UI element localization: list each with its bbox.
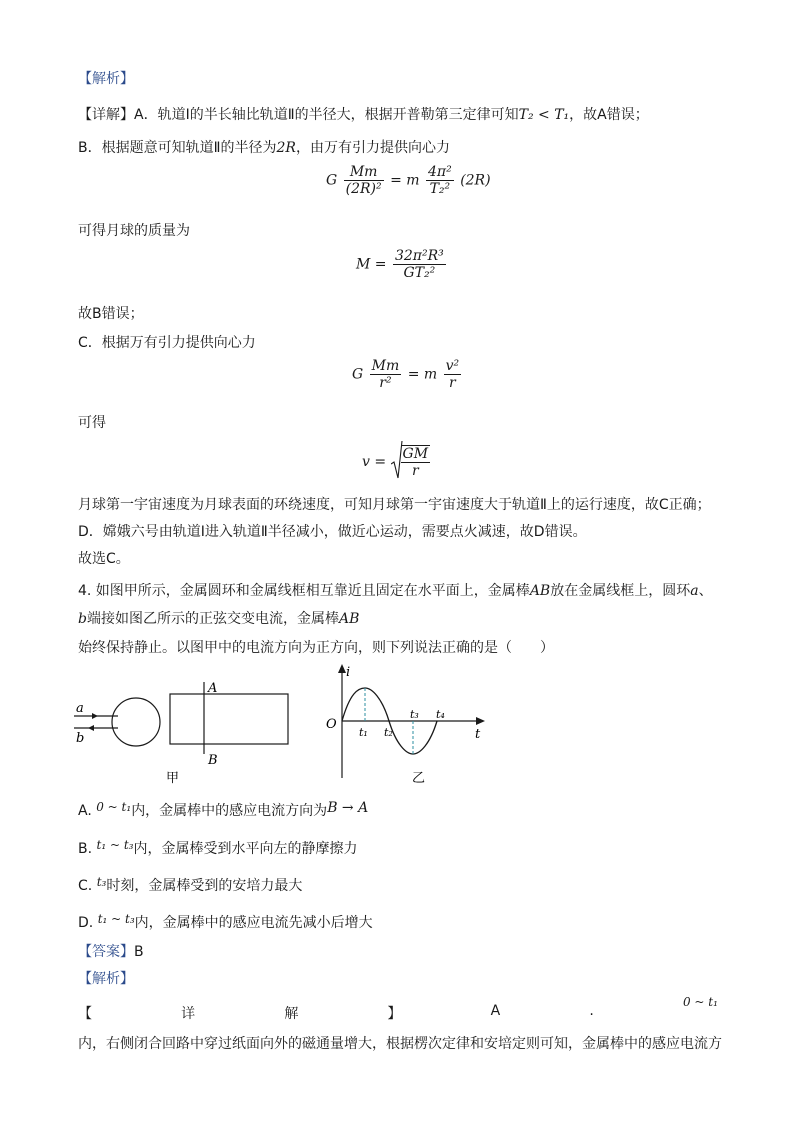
eq4-numerator: GM — [402, 446, 429, 462]
figure-jia-label-b: b — [76, 731, 85, 746]
detail-2-spread — [78, 995, 718, 1023]
figure-yi-t-arrow-icon — [476, 717, 485, 725]
eq1-mid: = m — [390, 172, 420, 189]
q4-line2-text: 端接如图乙所示的正弦交变电流，金属棒 — [86, 611, 339, 627]
detail-a-math: T₂ < T₁ — [518, 107, 570, 123]
eq4-fraction — [401, 445, 431, 479]
eq4-lead: v = — [362, 454, 387, 470]
eq4-denominator: r — [411, 463, 419, 479]
detail-2-bracket-close: 】 — [387, 1006, 402, 1022]
detail-2-char-1: 详 — [181, 1006, 196, 1022]
option-d-text: 内，金属棒中的感应电流先减小后增大 — [134, 915, 373, 931]
figure-jia-caption: 甲 — [166, 771, 180, 786]
text-c-correct: 月球第一宇宙速度为月球表面的环绕速度，可知月球第一宇宙速度大于轨道Ⅱ上的运行速度，故C正确； — [78, 497, 711, 513]
equation-centripetal — [352, 358, 463, 391]
detail-2-range: 0 ~ t₁ — [682, 995, 718, 1009]
figure-yi-label-t: t — [475, 727, 481, 742]
answer-label: 【答案】 — [78, 944, 134, 960]
text-moon-mass: 可得月球的质量为 — [78, 223, 190, 239]
text-ke-de: 可得 — [78, 415, 106, 431]
arrow-out-icon — [88, 725, 94, 731]
detail-2-period: . — [589, 1003, 594, 1019]
detail-2-option-letter: A — [490, 1003, 501, 1019]
figure-yi-label-i: i — [346, 665, 351, 680]
eq1-fraction-left — [344, 164, 384, 197]
option-c-key: C. — [78, 878, 93, 894]
option-c-text: 时刻，金属棒受到的安培力最大 — [106, 878, 303, 894]
option-d — [78, 912, 373, 932]
option-d-key: D. — [78, 915, 94, 931]
detail-c-line: C．根据万有引力提供向心力 — [78, 335, 256, 351]
answer-line — [78, 941, 144, 961]
detail-a-prefix: 【详解】A．轨道Ⅰ的半长轴比轨道Ⅱ的半径大，根据开普勒第三定律可知 — [78, 107, 519, 123]
figure-jia — [70, 672, 300, 790]
detail-b-line — [78, 137, 450, 157]
eq1-tail: (2R) — [460, 172, 491, 189]
option-a — [78, 800, 368, 820]
figure-jia-label-B: B — [208, 753, 218, 768]
eq2-fraction — [393, 248, 446, 281]
eq3-denominator-2: r — [449, 375, 456, 391]
option-c — [78, 875, 302, 895]
choose-c: 故选C。 — [78, 551, 130, 567]
last-line: 内，右侧闭合回路中穿过纸面向外的磁通量增大，根据楞次定律和安培定则可知，金属棒中的感应电流方 — [78, 1036, 722, 1052]
detail-b-suffix: ，由万有引力提供向心力 — [295, 140, 450, 156]
option-d-range: t₁ ~ t₃ — [97, 912, 135, 926]
eq3-numerator-2: v² — [445, 358, 460, 374]
eq3-fraction-left — [370, 358, 402, 391]
figure-yi-label-t1: t₁ — [359, 726, 368, 739]
q4-line2-ab: AB — [338, 611, 360, 627]
figure-yi-label-t2: t₂ — [384, 726, 393, 739]
option-a-range: 0 ~ t₁ — [96, 800, 132, 814]
arrow-in-icon — [92, 713, 98, 719]
q4-line1-a: a — [690, 583, 699, 599]
q4-line2-b: b — [78, 611, 87, 627]
figure-yi-label-O: O — [326, 717, 337, 732]
option-b-range: t₁ ~ t₃ — [96, 838, 134, 852]
option-b — [78, 838, 357, 858]
detail-b-prefix: B．根据题意可知轨道Ⅱ的半径为 — [78, 140, 277, 156]
detail-b-math: 2R — [276, 140, 296, 156]
eq1-denominator-2: T₂² — [429, 181, 451, 197]
option-a-text: 内，金属棒中的感应电流方向为 — [131, 803, 328, 819]
eq3-denominator: r² — [379, 375, 392, 391]
eq1-lead: G — [326, 172, 338, 189]
option-a-key: A. — [78, 803, 92, 819]
eq2-numerator: 32π²R³ — [394, 248, 444, 264]
eq3-mid: = m — [407, 366, 438, 383]
figure-yi-i-arrow-icon — [338, 664, 346, 673]
option-b-text: 内，金属棒受到水平向左的静摩擦力 — [133, 841, 358, 857]
figure-yi-label-t4: t₄ — [436, 708, 445, 721]
eq3-numerator: Mm — [371, 358, 400, 374]
option-a-math: B → A — [327, 800, 369, 816]
q4-line1-suffix: 、 — [698, 583, 713, 599]
q4-line1-mid: 放在金属线框上，圆环 — [550, 583, 691, 599]
figure-jia-wires — [74, 682, 288, 754]
eq2-lead: M = — [356, 256, 387, 273]
option-b-key: B. — [78, 841, 93, 857]
answer-value: B — [134, 944, 144, 960]
detail-2-char-2: 解 — [284, 1006, 299, 1022]
option-c-range: t₃ — [96, 875, 107, 889]
detail-d-line: D．嫦娥六号由轨道Ⅰ进入轨道Ⅱ半径减小，做近心运动，需要点火减速，故D错误。 — [78, 524, 587, 540]
eq3-fraction-right — [444, 358, 462, 391]
q4-line1-prefix: 4. 如图甲所示，金属圆环和金属线框相互靠近且固定在水平面上，金属棒 — [78, 583, 530, 599]
figure-yi — [322, 660, 492, 788]
text-b-wrong: 故B错误； — [78, 306, 144, 322]
detail-2-line — [78, 995, 718, 1023]
question-4-line-3: 始终保持静止。以图甲中的电流方向为正方向，则下列说法正确的是（ ） — [78, 640, 554, 656]
detail-a-line — [78, 104, 649, 124]
detail-2-bracket-open: 【 — [78, 1006, 92, 1022]
eq1-denominator: (2R)² — [345, 181, 382, 197]
analysis-heading-2: 【解析】 — [78, 971, 134, 987]
eq1-numerator: Mm — [344, 164, 384, 181]
eq1-numerator-2: 4π² — [428, 164, 452, 180]
detail-a-suffix: ，故A错误； — [569, 107, 649, 123]
equation-velocity — [362, 440, 432, 484]
equation-gravitation-orbit — [326, 164, 491, 197]
figure-yi-label-t3: t₃ — [410, 708, 419, 721]
eq2-denominator: GT₂² — [403, 265, 436, 281]
q4-line1-ab: AB — [529, 583, 551, 599]
eq3-lead: G — [352, 366, 364, 383]
equation-moon-mass — [356, 248, 448, 281]
eq1-fraction-right — [426, 164, 454, 197]
question-4-line-1 — [78, 580, 713, 600]
figure-jia-label-A: A — [208, 681, 218, 696]
analysis-heading: 【解析】 — [78, 71, 134, 87]
question-4-line-2 — [78, 608, 359, 628]
figure-jia-label-a: a — [76, 701, 84, 716]
figure-yi-caption: 乙 — [412, 771, 426, 786]
